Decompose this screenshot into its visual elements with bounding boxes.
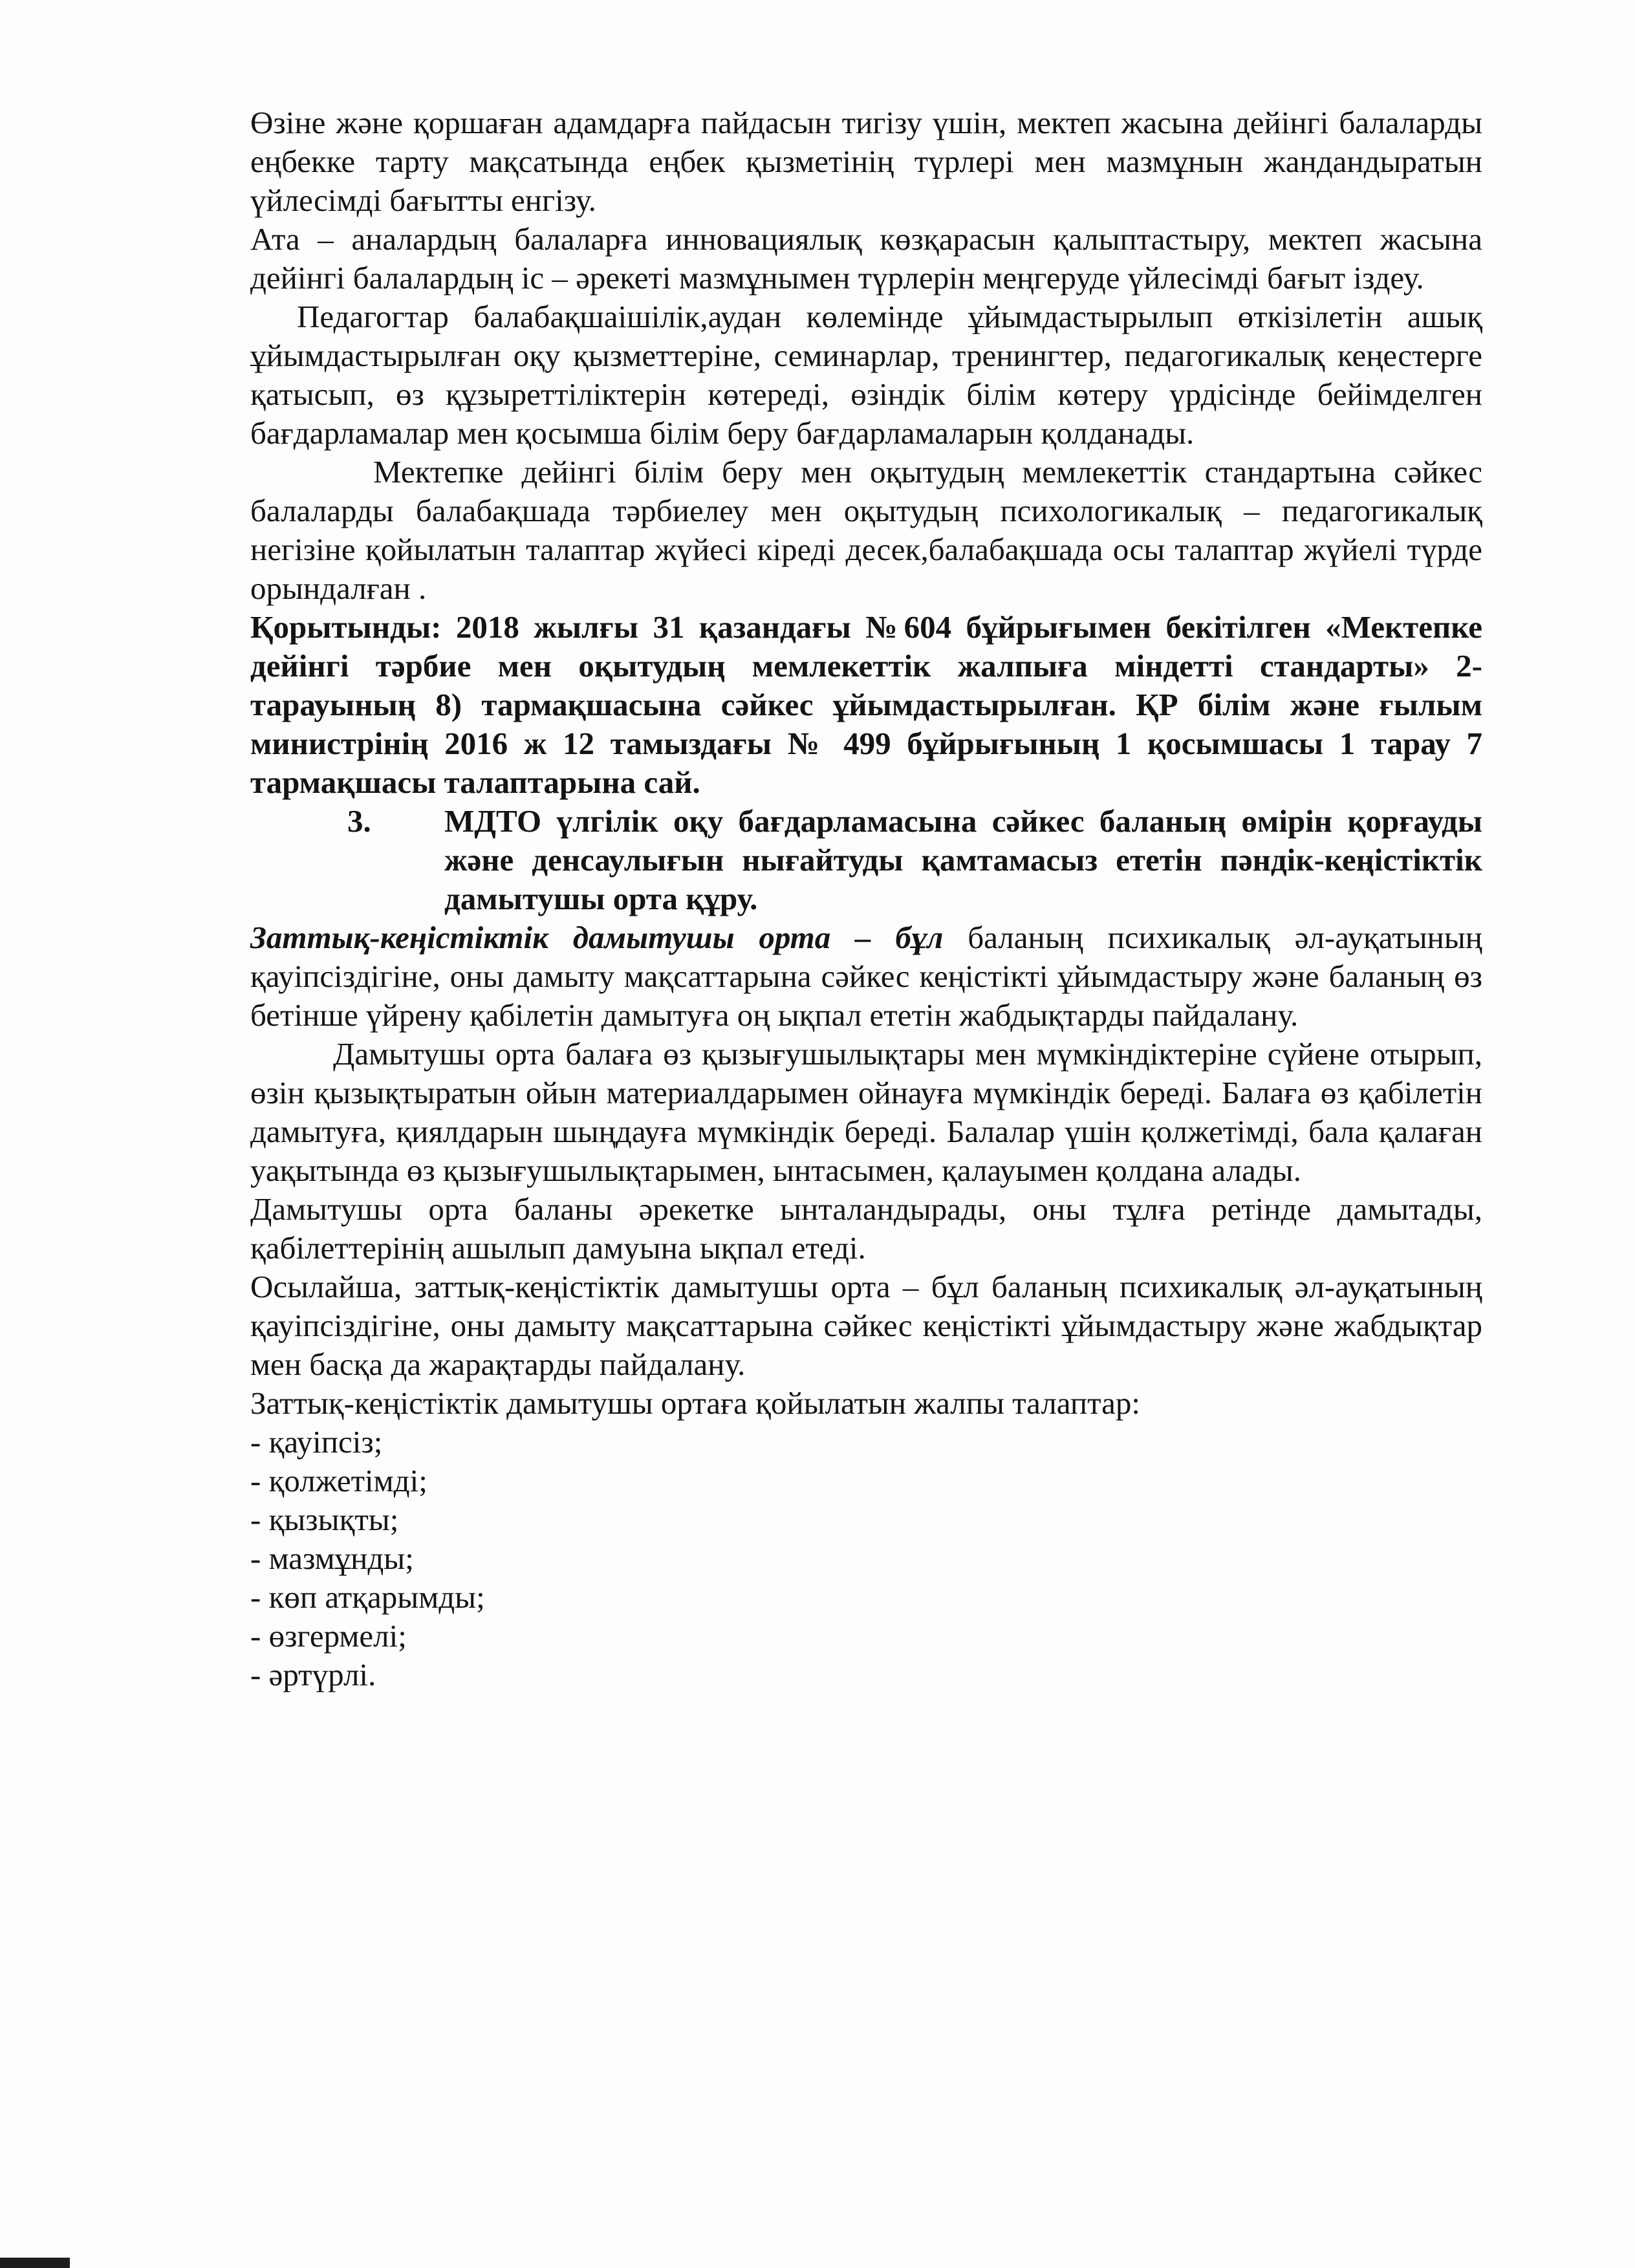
scan-edge-mark bbox=[0, 2258, 70, 2268]
requirements-list bbox=[250, 1423, 1482, 1694]
paragraph-requirements-intro: Заттық-кеңістіктік дамытушы ортаға қойылатын жалпы талаптар: bbox=[250, 1385, 1140, 1421]
definition-text: баланың психикалық әл-ауқатының қауіпсіздігіне, оны дамыту мақсаттарына сәйкес кеңістікті ұйымдастыру және баланың өз бетінше үйрену қабілетін дамытуға оң ықпал ететін жабдықтарды пайдалану. bbox=[250, 920, 1482, 1033]
list-item: - қауіпсіз; bbox=[250, 1424, 383, 1460]
list-item: - қолжетімді; bbox=[250, 1463, 428, 1498]
definition-lead: Заттық-кеңістіктік дамытушы орта – бұл bbox=[250, 920, 944, 955]
section-number: 3. bbox=[347, 803, 371, 839]
list-item: - көп атқарымды; bbox=[250, 1579, 485, 1615]
paragraph-teachers-development: Педагогтар балабақшаішілік,аудан көлемінде ұйымдастырылып өткізілетін ашық ұйымдастырылған оқу қызметтеріне, семинарлар, тренингтер, педагогикалық кеңестерге қатысып, өз құзыреттіліктерін көтереді, өзіндік білім көтеру үрдісінде бейімделген бағдарламалар мен қосымша білім беру бағдарламаларын қолданады. bbox=[250, 299, 1482, 451]
paragraph-labor-activities: Өзіне және қоршаған адамдарға пайдасын тигізу үшін, мектеп жасына дейінгі балаларды еңбекке тарту мақсатында еңбек қызметінің түрлері мен мазмұнын жандандыратын үйлесімді бағытты енгізу. bbox=[250, 105, 1482, 218]
paragraph-environment-definition bbox=[250, 918, 1482, 1035]
list-item: - мазмұнды; bbox=[250, 1540, 414, 1576]
paragraph-parents-approach: Ата – аналардың балаларға инновациялық көзқарасын қалыптастыру, мектеп жасына дейінгі балалардың іс – әрекеті мазмұнымен түрлерін меңгеруде үйлесімді бағыт іздеу. bbox=[250, 221, 1482, 296]
list-item: - өзгермелі; bbox=[250, 1618, 407, 1654]
paragraph-conclusion: Қорытынды: 2018 жылғы 31 қазандағы №604 бұйрығымен бекітілген «Мектепке дейінгі тәрбие мен оқытудың мемлекеттік жалпыға міндетті стандарты» 2-тарауының 8) тармақшасына сәйкес ұйымдастырылған. ҚР білім және ғылым министрінің 2016 ж 12 тамыздағы № 499 бұйрығының 1 қосымшасы 1 тарау 7 тармақшасы талаптарына сай. bbox=[250, 609, 1482, 800]
list-item: - әртүрлі. bbox=[250, 1657, 376, 1692]
paragraph-environment-motivation: Дамытушы орта баланы әрекетке ынталандырады, оны тұлға ретінде дамытады, қабілеттерінің ашылып дамуына ықпал етеді. bbox=[250, 1191, 1482, 1266]
section-title: МДТО үлгілік оқу бағдарламасына сәйкес баланың өмірін қорғауды және денсаулығын нығайтуды қамтамасыз ететін пәндік-кеңістіктік дамытушы орта құру. bbox=[444, 803, 1482, 916]
list-item: - қызықты; bbox=[250, 1502, 399, 1537]
paragraph-developing-environment: Дамытушы орта балаға өз қызығушылықтары мен мүмкіндіктеріне сүйене отырып, өзін қызықтыратын ойын материалдарымен ойнауға мүмкіндік береді. Балаға өз қабілетін дамытуға, қиялдарын шыңдауға мүмкіндік береді. Балалар үшін қолжетімді, бала қалаған уақытында өз қызығушылықтарымен, ынтасымен, қалауымен қолдана алады. bbox=[250, 1036, 1482, 1188]
paragraph-standard-requirements: Мектепке дейінгі білім беру мен оқытудың мемлекеттік стандартына сәйкес балаларды балабақшада тәрбиелеу мен оқытудың психологикалық – педагогикалық негізіне қойылатын талаптар жүйесі кіреді десек,балабақшада осы талаптар жүйелі түрде орындалған . bbox=[250, 454, 1482, 606]
document-body bbox=[250, 103, 1482, 1694]
section-heading bbox=[250, 802, 1482, 918]
paragraph-environment-summary: Осылайша, заттық-кеңістіктік дамытушы орта – бұл баланың психикалық әл-ауқатының қауіпсіздігіне, оны дамыту мақсаттарына сәйкес кеңістікті ұйымдастыру және жабдықтар мен басқа да жарақтарды пайдалану. bbox=[250, 1269, 1482, 1382]
